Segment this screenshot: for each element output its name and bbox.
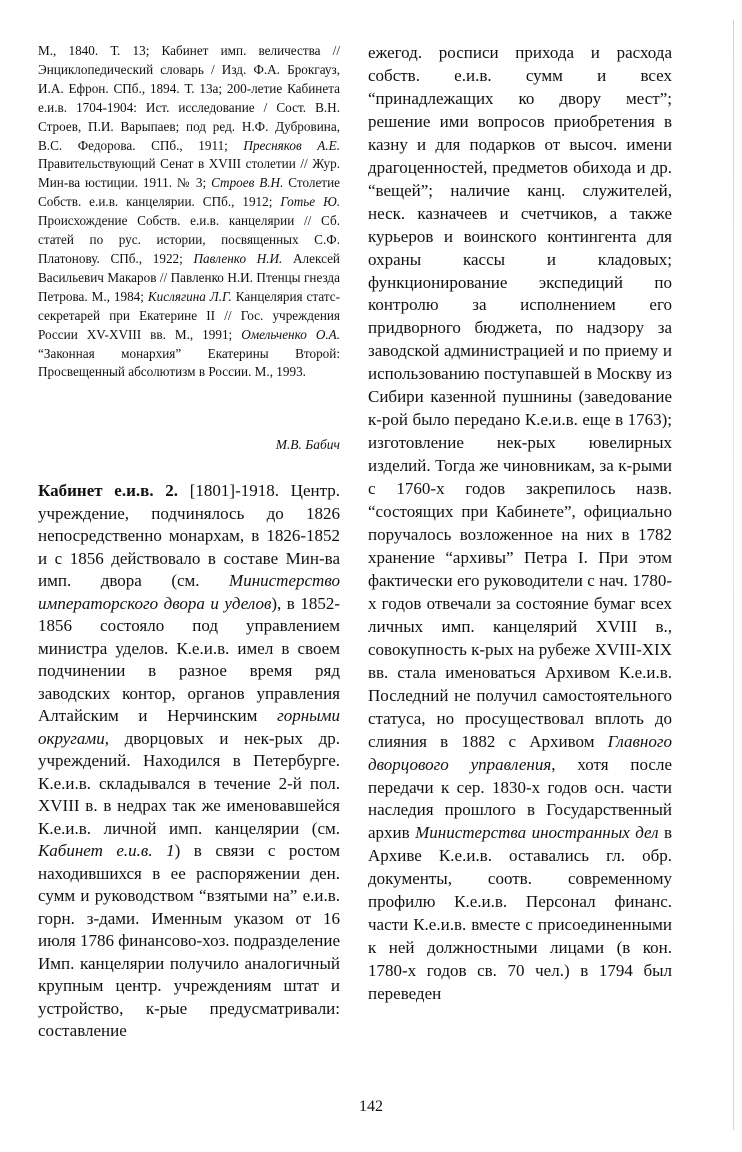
entry-left-column <box>38 480 340 1043</box>
cross-reference: Министерство императорского двора и уделов <box>38 571 340 613</box>
page-number: 142 <box>359 1098 383 1115</box>
cross-reference: Кабинет е.и.в. 1 <box>38 841 175 860</box>
entry-text-continued: ежегод. росписи прихода и расхода собств. е.и.в. сумм и всех “принадлежащих ко двору мест”; решение ими вопросов приобретения в казну и для подарков от высоч. имени драгоценностей, предметов обихода и др. “вещей”; наличие канц. служителей, неск. казначеев и счетчиков, а также курьеров и воинского контингента для охраны кассы и кладовых; функционирование экспедиций по контролю за исполнением его придворного бюджета, по надзору за заводской администрацией и по приему и использованию поступавшей в Москву из Сибири казенной пушнины (заведование к-рой было передано К.е.и.в. еще в 1763); изготовление нек-рых ювелирных изделий. Тогда же чиновникам, за к-рыми с 1760-х годов закрепилось назв. “состоящих при Кабинете”, официально поручалось возложенное на них в 1782 хранение “архивы” Петра I. При этом фактически его руководители с нач. 1780-х годов отвечали за состояние бумаг всех личных имп. канцелярий XVIII в., совокупность к-рых на рубеже XVIII-XIX вв. стала именоваться Архивом К.е.и.в. Последний не получил самостоятельного статуса, но просуществовал вплоть до слияния в 1882 с Архивом Главного дворцового управления, хотя после передачи к сер. 1830-х годов осн. части наследия прошлого в Государственный архив Министерства иностранных дел в Архиве К.е.и.в. оставались гл. обр. документы, соотв. современному профилю К.е.и.в. Персонал финанс. части К.е.и.в. вместе с присоединенными к ней должностными лицами (в кон. 1780-х годов св. 70 чел.) в 1794 был переведен <box>368 43 673 1004</box>
scan-edge-line <box>733 20 734 1130</box>
cross-reference: горными округами <box>38 706 340 748</box>
author-name: Кислягина Л.Г. <box>147 288 232 304</box>
author-name: Готье Ю. <box>280 194 340 210</box>
author-name: Омельченко О.А. <box>241 326 340 342</box>
entry-text: Кабинет е.и.в. 2. [1801]-1918. Центр. учреждение, подчинялось до 1826 непосредственно монархам, в 1826-1852 и с 1856 действовало в составе Мин-ва имп. двора (см. Министерство императорского двора и уделов), в 1852-1856 состояло под управлением министра уделов. К.е.и.в. имел в своем подчинении в разное время ряд заводских контор, органов управления Алтайским и Нерчинским горными округами, дворцовых и нек-рых др. учреждений. Находился в Петербурге. К.е.и.в. складывался в течение 2-й пол. XVIII в. в недрах так же именовавшейся К.е.и.в. личной имп. канцелярии (см. Кабинет е.и.в. 1) в связи с ростом находившихся в ее распоряжении ден. сумм и руководством “взятыми на” е.и.в. горн. з-дами. Именным указом от 16 июля 1786 финансово-хоз. подразделение Имп. канцелярии получило аналогичный крупным центр. учреждениям штат и устройство, к-рые предусматривали: составление <box>38 481 340 1040</box>
entry-right-column <box>368 42 672 1006</box>
cross-reference: Главного дворцового управления <box>368 731 672 774</box>
article-signature: М.В. Бабич <box>275 437 340 452</box>
entry-headword: Кабинет е.и.в. 2. <box>38 481 179 500</box>
bibliography-text: М., 1840. Т. 13; Кабинет имп. величества // Энциклопедический словарь / Изд. Ф.А. Брокгауз, И.А. Ефрон. СПб., 1894. Т. 13а; 200-летие Кабинета е.и.в. 1704-1904: Ист. исследование / Сост. В.Н. Строев, П.И. Варыпаев; под ред. Н.Ф. Дубровина, В.С. Федорова. СПб., 1911; Пресняков А.Е. Правительствующий Сенат в XVIII столетии // Жур. Мин-ва юстиции. 1911. № 3; Строев В.Н. Столетие Собств. е.и.в. канцелярии. СПб., 1912; Готье Ю. Происхождение Собств. е.и.в. канцелярии // Сб. статей по рус. истории, посвященных С.Ф. Платонову. СПб., 1922; Павленко Н.И. Алексей Васильевич Макаров // Павленко Н.И. Птенцы гнезда Петрова. М., 1984; Кислягина Л.Г. Канцелярия статс-секретарей при Екатерине II // Гос. учреждения России XV-XVIII вв. М., 1991; Омельченко О.А. “Законная монархия” Екатерины Второй: Просвещенный абсолютизм в России. М., 1993. <box>38 43 340 380</box>
cross-reference: Министерства иностранных дел <box>415 823 659 843</box>
author-name: Строев В.Н. <box>211 175 284 191</box>
author-name: Павленко Н.И. <box>193 250 283 266</box>
author-name: Пресняков А.Е. <box>243 137 340 153</box>
bibliography-block <box>38 42 340 382</box>
